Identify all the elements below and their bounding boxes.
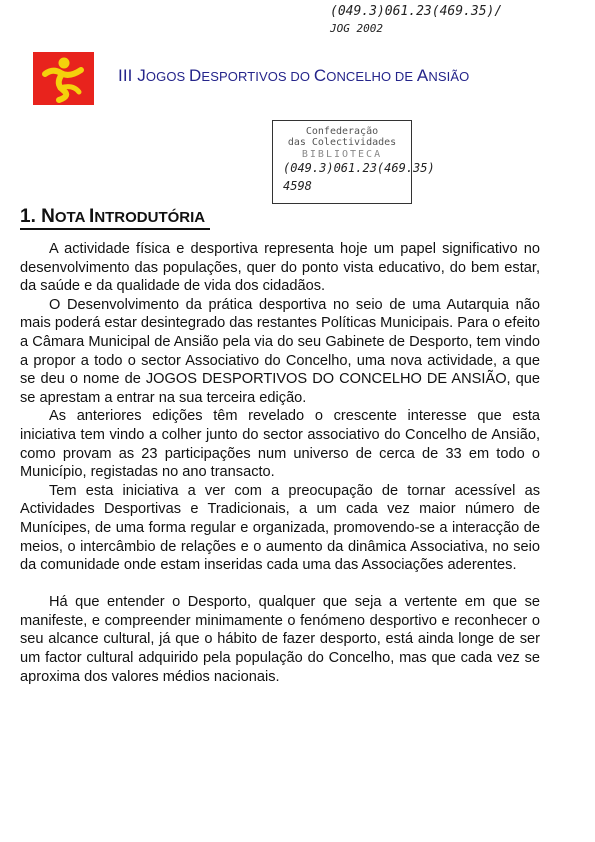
- paragraph: A actividade física e desportiva representa hoje um papel significativo no desenvolvimento das populações, quer do ponto vista educativo, do bem estar, da saúde e da qualidade de vida dos cidadãos.: [20, 241, 540, 295]
- paragraph: Tem esta iniciativa a ver com a preocupação de tornar acessível as Actividades Desportivas e Tradicionais, a um cada vez maior número de Munícipes, de uma forma regular e organizada, promovendo-se a interacção de meios, o intercâmbio de relações e o aumento da dinâmica Associativa, no seio da comunidade onde estam inseridas cada uma das Associações aderentes.: [20, 482, 540, 574]
- runner-icon: [33, 52, 94, 105]
- document-title: III JOGOS DESPORTIVOS DO CONCELHO DE ANSIÃO: [118, 66, 470, 85]
- stamp-line: BIBLIOTECA: [301, 149, 383, 160]
- stamp-line: das Colectividades: [287, 137, 397, 148]
- heading-underline: [20, 228, 210, 230]
- handwritten-note: JOG 2002: [330, 22, 383, 35]
- paragraph: As anteriores edições têm revelado o crescente interesse que esta iniciativa tem vindo a colher junto do sector associativo do Concelho de Ansião, como provam as 23 participações num universo de cerca de 33 em todo o Município, registadas no ano transacto.: [20, 408, 540, 481]
- stamp-line: Confederação: [305, 126, 379, 137]
- paragraph: O Desenvolvimento da prática desportiva no seio de uma Autarquia não mais poderá estar desintegrado das restantes Políticas Municipais. Para o efeito a Câmara Municipal de Ansião pela via do seu Gabinete de Desporto, tem vindo a propor a todo o sector Associativo do Concelho, uma nova actividade, a que se deu o nome de JOGOS DESPORTIVOS DO CONCELHO DE ANSIÃO, que se aprestam a entrar na sua terceira edição.: [20, 296, 540, 406]
- stamp-call-number: (049.3)061.23(469.35): [283, 161, 435, 175]
- paragraph: Há que entender o Desporto, qualquer que seja a vertente em que se manifeste, e compreender minimamente o fenómeno desportivo e reconhecer o seu alcance cultural, já que o hábito de fazer desporto, está ainda longe de ser um factor cultural adquirido pela população do Concelho, mas que cada vez se aproxima dos valores médios nacionais.: [20, 594, 540, 685]
- runner-logo: [33, 52, 94, 105]
- stamp-record-number: 4598: [283, 179, 312, 193]
- handwritten-call-number: (049.3)061.23(469.35)/: [330, 4, 503, 19]
- body-text: [20, 240, 540, 686]
- section-heading: 1. NOTA INTRODUTÓRIA: [20, 206, 206, 227]
- library-stamp: [272, 120, 435, 204]
